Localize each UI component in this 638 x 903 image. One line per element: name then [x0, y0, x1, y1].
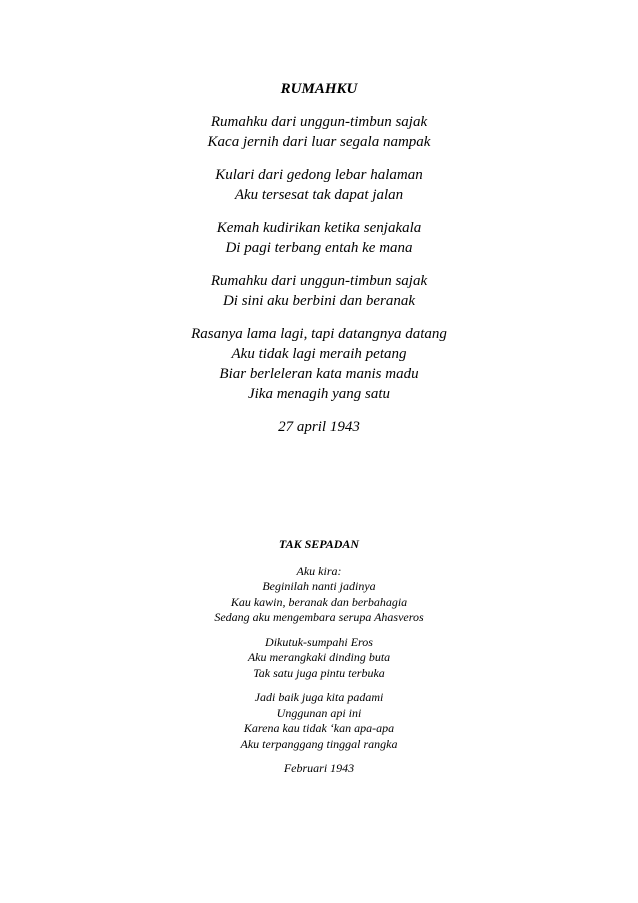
poem-title: RUMAHKU: [280, 81, 358, 97]
poem-line: Karena kau tidak ‘kan apa-apa: [243, 721, 395, 735]
poem-title: TAK SEPADAN: [278, 537, 360, 551]
poem-rumahku: [0, 79, 638, 437]
poem-line: Sedang aku mengembara serupa Ahasveros: [214, 610, 424, 624]
stanza: [0, 218, 638, 258]
poem-line: Rumahku dari unggun-timbun sajak: [210, 273, 428, 289]
stanza: [0, 690, 638, 752]
poem-line: Aku merangkaki dinding buta: [247, 650, 391, 664]
stanza: [0, 324, 638, 404]
poem-line: Di sini aku berbini dan beranak: [222, 293, 416, 309]
poem-line: Kulari dari gedong lebar halaman: [215, 167, 423, 183]
stanza: [0, 165, 638, 205]
stanza: [0, 635, 638, 682]
poem-line: Dikutuk-sumpahi Eros: [265, 634, 373, 649]
poem-line: Kemah kudirikan ketika senjakala: [216, 220, 422, 236]
poem-line: Kaca jernih dari luar segala nampak: [207, 134, 431, 150]
poem-date: 27 april 1943: [278, 419, 360, 435]
poem-line: Jadi baik juga kita padami: [254, 690, 384, 704]
poem-line: Jika menagih yang satu: [247, 386, 391, 402]
poem-line: Kau kawin, beranak dan berbahagia: [230, 594, 408, 609]
stanza: [0, 564, 638, 626]
stanza: [0, 271, 638, 311]
poem-line: Biar berleleran kata manis madu: [219, 366, 419, 382]
poem-line: Beginilah nanti jadinya: [262, 579, 376, 593]
poem-line: Tak satu juga pintu terbuka: [253, 665, 385, 680]
poem-line: Aku terpanggang tinggal rangka: [240, 736, 398, 751]
poem-line: Rasanya lama lagi, tapi datangnya datang: [191, 326, 447, 342]
poem-tak-sepadan: [0, 537, 638, 777]
poem-line: Unggunan api ini: [276, 705, 362, 720]
poem-line: Aku kira:: [296, 563, 342, 578]
stanza: [0, 112, 638, 152]
poem-date: Februari 1943: [283, 761, 355, 775]
poem-line: Di pagi terbang entah ke mana: [225, 240, 413, 256]
poem-line: Aku tidak lagi meraih petang: [231, 346, 407, 362]
poem-line: Aku tersesat tak dapat jalan: [234, 187, 404, 203]
poem-line: Rumahku dari unggun-timbun sajak: [210, 114, 428, 130]
